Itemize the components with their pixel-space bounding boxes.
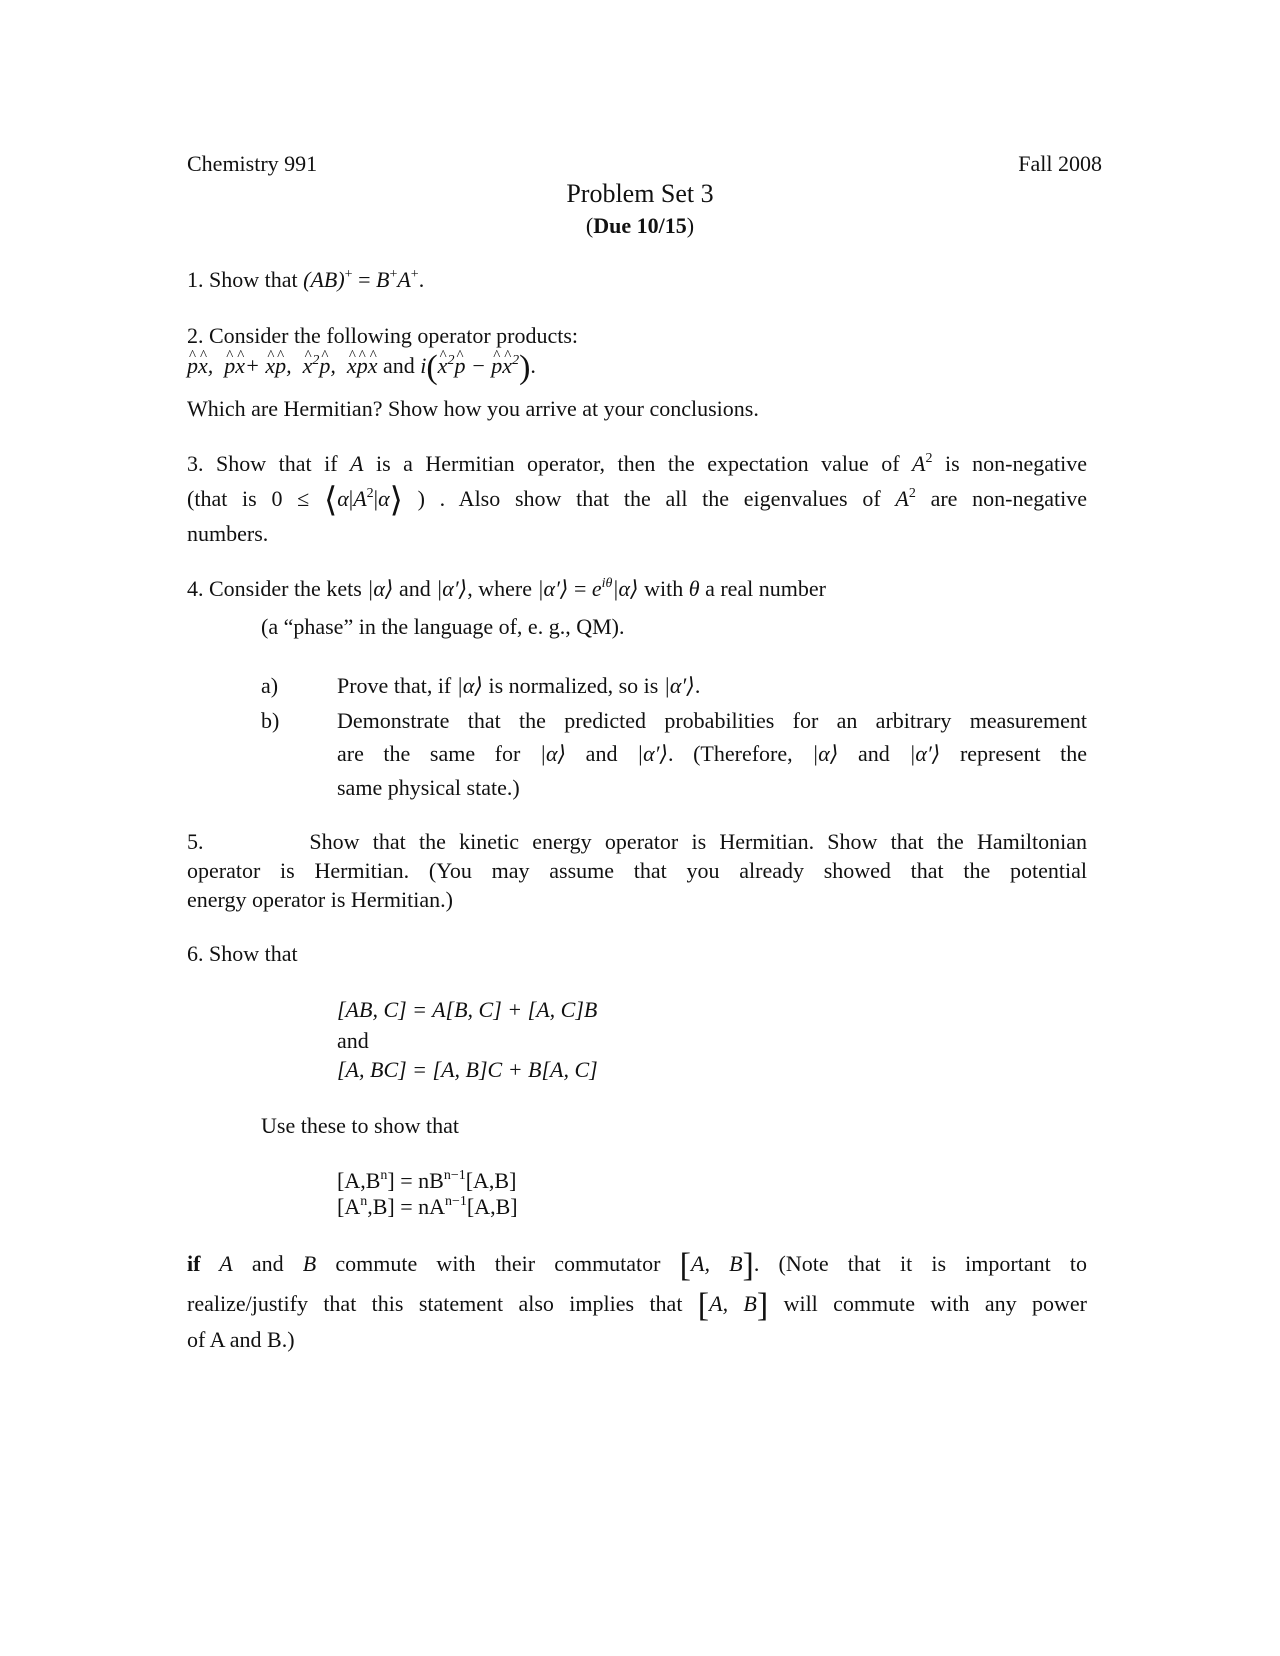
power-identity-2: $[A^n,B] = nA^{n-1}[A,B]$ bbox=[337, 1194, 518, 1219]
condition-line-2: realize/justify that this statement also implies that [A, B] will commute with any power bbox=[187, 1287, 1087, 1324]
condition-line-3: of A and B.) bbox=[187, 1327, 295, 1352]
question-3-line-1: 3. Show that if A is a Hermitian operator, then the expectation value of $A^2$ is non-negative bbox=[187, 451, 1087, 476]
condition-line-1: if A and B commute with their commutator [A, B]. (Note that it is important to bbox=[187, 1247, 1087, 1284]
question-4b-label: b) bbox=[261, 708, 280, 733]
question-1: 1. Show that (AB)+ = B+A+. bbox=[187, 267, 425, 292]
question-3-line-3: numbers. bbox=[187, 521, 269, 546]
use-these-text: Use these to show that bbox=[261, 1113, 459, 1138]
course-name: Chemistry 991 bbox=[187, 151, 318, 176]
question-4b-line-2: are the same for |α⟩ and |α′⟩. (Therefore, |α⟩ and |α′⟩ represent the bbox=[337, 741, 1088, 766]
question-2-operators: p ^x ^, p ^x ^+ x ^p ^, x ^$^2$p ^, x ^p ^x ^ and i(x ^$^2$p ^ − p ^x ^$^2$). bbox=[187, 352, 1087, 384]
due-date: (Due 10/15) bbox=[585, 213, 695, 238]
commutator-identity-2: [A, BC] = [A, B]C + B[A, C] bbox=[337, 1057, 598, 1082]
question-6-intro: 6. Show that bbox=[187, 941, 298, 966]
question-4-line-2: (a “phase” in the language of, e. g., QM). bbox=[261, 614, 625, 639]
term: Fall 2008 bbox=[1018, 151, 1102, 176]
due-date-bold: Due 10/15 bbox=[593, 213, 687, 238]
question-4a-label: a) bbox=[261, 673, 279, 698]
power-identity-1: $[A,B^n] = nB^{n-1}[A,B]$ bbox=[337, 1168, 517, 1193]
question-4b-line-3: same physical state.) bbox=[337, 775, 520, 800]
and-connector: and bbox=[337, 1028, 369, 1053]
question-2-intro: 2. Consider the following operator products: bbox=[187, 323, 579, 348]
page-title: Problem Set 3 bbox=[566, 179, 714, 208]
question-2-ask: Which are Hermitian? Show how you arrive at your conclusions. bbox=[187, 396, 759, 421]
question-5-line-3: energy operator is Hermitian.) bbox=[187, 887, 453, 912]
question-4b-line-1: Demonstrate that the predicted probabilities for an arbitrary measurement bbox=[337, 708, 1087, 733]
question-3-line-2: (that is $0 \le ⟨\alpha|A^2|\alpha⟩$ ) . Also show that the all the eigenvalues of $A^2$ are non-negative bbox=[187, 482, 1087, 519]
question-4a-text: Prove that, if |α⟩ is normalized, so is |α′⟩. bbox=[337, 673, 701, 698]
question-4-line-1: 4. Consider the kets |α⟩ and |α′⟩, where |α′⟩ = $e^{i\theta}|\alpha⟩$ with θ a real number bbox=[187, 576, 826, 601]
question-5-line-2: operator is Hermitian. (You may assume that you already showed that the potential bbox=[187, 858, 1087, 883]
question-5-line-1: 5. Show that the kinetic energy operator is Hermitian. Show that the Hamiltonian bbox=[187, 829, 1087, 854]
commutator-identity-1: [AB, C] = A[B, C] + [A, C]B bbox=[337, 997, 598, 1022]
